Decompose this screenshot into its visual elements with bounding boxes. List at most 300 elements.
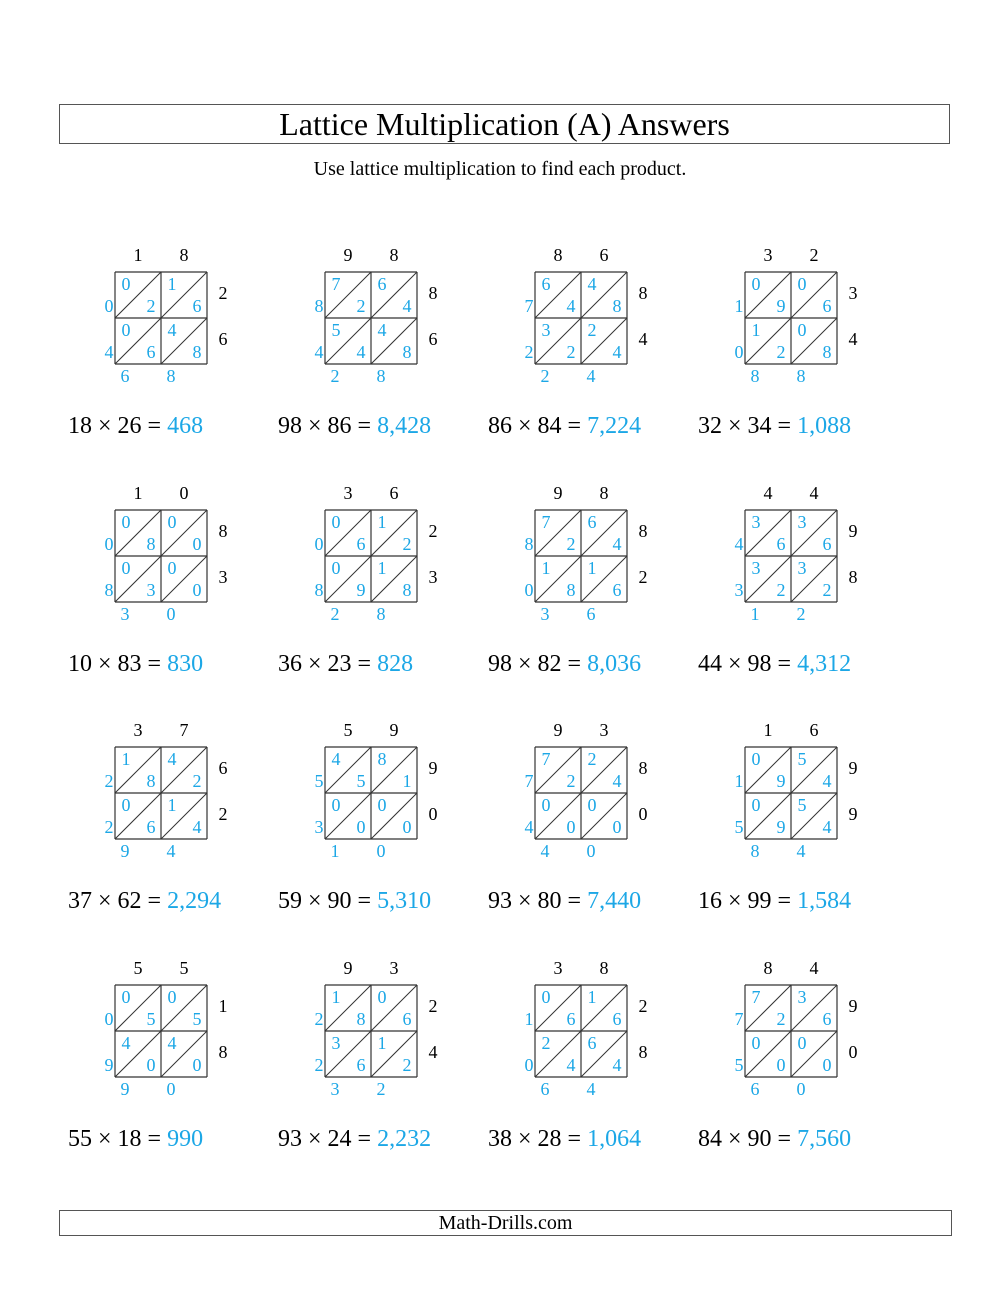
equation xyxy=(68,413,203,440)
result-digit-bottom: 4 xyxy=(586,366,596,386)
cell-tens-digit: 0 xyxy=(587,795,597,815)
cell-ones-digit: 0 xyxy=(192,534,202,554)
equation-answer: 828 xyxy=(377,651,414,677)
cell-ones-digit: 2 xyxy=(776,580,786,600)
cell-ones-digit: 4 xyxy=(192,817,202,837)
multiplicand-digit: 8 xyxy=(179,245,189,265)
lattice-grid xyxy=(488,715,698,915)
cell-ones-digit: 8 xyxy=(402,580,412,600)
multiplicand-digit: 3 xyxy=(343,483,353,503)
result-digit-left: 2 xyxy=(524,342,534,362)
result-digit-bottom: 2 xyxy=(330,604,340,624)
lattice-lines xyxy=(698,715,908,915)
multiplicand-digit: 4 xyxy=(809,483,819,503)
lattice-lines xyxy=(488,478,698,678)
lattice-problem xyxy=(278,478,488,698)
result-digit-bottom: 8 xyxy=(796,366,806,386)
instructions: Use lattice multiplication to find each product. xyxy=(313,158,687,180)
equation-expression: 86 × 84 = xyxy=(488,413,588,439)
cell-tens-digit: 1 xyxy=(167,274,177,294)
equation xyxy=(488,413,641,440)
result-digit-left: 0 xyxy=(104,534,114,554)
equation-expression: 98 × 82 = xyxy=(488,651,588,677)
cell-ones-digit: 2 xyxy=(402,534,412,554)
cell-ones-digit: 6 xyxy=(822,1009,832,1029)
result-digit-bottom: 0 xyxy=(586,841,596,861)
lattice-grid xyxy=(68,715,278,915)
multiplicand-digit: 8 xyxy=(389,245,399,265)
result-digit-left: 4 xyxy=(734,534,744,554)
equation xyxy=(68,888,221,915)
equation-expression: 93 × 80 = xyxy=(488,888,588,914)
result-digit-left: 2 xyxy=(104,817,114,837)
result-digit-left: 2 xyxy=(314,1009,324,1029)
result-digit-left: 5 xyxy=(734,817,744,837)
cell-ones-digit: 4 xyxy=(612,771,622,791)
multiplicand-digit: 7 xyxy=(179,720,189,740)
multiplier-digit: 8 xyxy=(848,567,858,587)
lattice-grid xyxy=(488,240,698,440)
multiplicand-digit: 3 xyxy=(599,720,609,740)
result-digit-bottom: 4 xyxy=(540,841,550,861)
equation xyxy=(488,888,641,915)
cell-ones-digit: 4 xyxy=(566,1055,576,1075)
cell-tens-digit: 4 xyxy=(331,749,341,769)
result-digit-left: 8 xyxy=(524,534,534,554)
equation-expression: 59 × 90 = xyxy=(278,888,378,914)
result-digit-bottom: 6 xyxy=(750,1079,760,1099)
equation xyxy=(698,1126,851,1153)
equation-answer: 1,064 xyxy=(587,1126,642,1152)
cell-tens-digit: 0 xyxy=(541,795,551,815)
cell-tens-digit: 4 xyxy=(121,1033,131,1053)
lattice-grid xyxy=(278,478,488,678)
cell-ones-digit: 6 xyxy=(566,1009,576,1029)
cell-ones-digit: 2 xyxy=(402,1055,412,1075)
cell-ones-digit: 9 xyxy=(776,771,786,791)
cell-tens-digit: 0 xyxy=(121,795,131,815)
multiplier-digit: 4 xyxy=(638,329,648,349)
cell-tens-digit: 0 xyxy=(121,987,131,1007)
cell-tens-digit: 0 xyxy=(751,274,761,294)
equation-answer: 8,036 xyxy=(587,651,642,677)
cell-tens-digit: 1 xyxy=(331,987,341,1007)
result-digit-bottom: 8 xyxy=(376,366,386,386)
multiplicand-digit: 4 xyxy=(763,483,773,503)
multiplicand-digit: 1 xyxy=(133,483,143,503)
cell-tens-digit: 7 xyxy=(541,512,551,532)
multiplier-digit: 3 xyxy=(218,567,228,587)
cell-tens-digit: 0 xyxy=(751,795,761,815)
cell-tens-digit: 1 xyxy=(377,512,387,532)
lattice-problem xyxy=(278,715,488,935)
lattice-lines xyxy=(278,715,488,915)
cell-ones-digit: 8 xyxy=(822,342,832,362)
multiplier-digit: 2 xyxy=(638,996,648,1016)
cell-ones-digit: 2 xyxy=(566,342,576,362)
result-digit-bottom: 0 xyxy=(796,1079,806,1099)
equation-answer: 7,560 xyxy=(797,1126,852,1152)
equation-expression: 36 × 23 = xyxy=(278,651,378,677)
cell-tens-digit: 0 xyxy=(331,512,341,532)
result-digit-left: 2 xyxy=(104,771,114,791)
equation-answer: 2,232 xyxy=(377,1126,432,1152)
lattice-grid xyxy=(278,240,488,440)
cell-ones-digit: 4 xyxy=(612,1055,622,1075)
cell-ones-digit: 4 xyxy=(402,296,412,316)
cell-tens-digit: 0 xyxy=(797,1033,807,1053)
result-digit-left: 5 xyxy=(314,771,324,791)
result-digit-bottom: 9 xyxy=(120,1079,130,1099)
cell-tens-digit: 5 xyxy=(797,749,807,769)
equation-expression: 44 × 98 = xyxy=(698,651,798,677)
cell-tens-digit: 8 xyxy=(377,749,387,769)
multiplier-digit: 2 xyxy=(218,283,228,303)
cell-tens-digit: 1 xyxy=(167,795,177,815)
cell-ones-digit: 8 xyxy=(566,580,576,600)
multiplicand-digit: 2 xyxy=(809,245,819,265)
equation xyxy=(488,651,641,678)
result-digit-left: 1 xyxy=(734,771,744,791)
result-digit-bottom: 1 xyxy=(750,604,760,624)
cell-ones-digit: 0 xyxy=(822,1055,832,1075)
cell-ones-digit: 4 xyxy=(566,296,576,316)
equation xyxy=(278,1126,431,1153)
equation-answer: 830 xyxy=(167,651,204,677)
equation xyxy=(68,651,203,678)
multiplicand-digit: 8 xyxy=(553,245,563,265)
lattice-lines xyxy=(278,953,488,1153)
equation-expression: 38 × 28 = xyxy=(488,1126,588,1152)
result-digit-left: 0 xyxy=(524,580,534,600)
cell-tens-digit: 6 xyxy=(377,274,387,294)
cell-ones-digit: 6 xyxy=(192,296,202,316)
result-digit-bottom: 6 xyxy=(120,366,130,386)
result-digit-left: 2 xyxy=(314,1055,324,1075)
cell-ones-digit: 9 xyxy=(776,817,786,837)
lattice-problem xyxy=(68,953,278,1173)
multiplier-digit: 8 xyxy=(638,283,648,303)
lattice-problem xyxy=(68,715,278,935)
cell-ones-digit: 4 xyxy=(356,342,366,362)
cell-ones-digit: 6 xyxy=(822,296,832,316)
result-digit-bottom: 2 xyxy=(330,366,340,386)
result-digit-bottom: 3 xyxy=(120,604,130,624)
multiplicand-digit: 5 xyxy=(343,720,353,740)
lattice-problem xyxy=(488,953,698,1173)
cell-tens-digit: 1 xyxy=(377,1033,387,1053)
equation-answer: 4,312 xyxy=(797,651,852,677)
cell-tens-digit: 4 xyxy=(167,1033,177,1053)
cell-tens-digit: 5 xyxy=(331,320,341,340)
cell-ones-digit: 6 xyxy=(356,534,366,554)
cell-ones-digit: 2 xyxy=(566,534,576,554)
result-digit-left: 7 xyxy=(524,771,534,791)
lattice-problem xyxy=(278,240,488,460)
cell-tens-digit: 3 xyxy=(797,558,807,578)
equation xyxy=(68,1126,203,1153)
multiplier-digit: 0 xyxy=(638,804,648,824)
cell-tens-digit: 0 xyxy=(121,320,131,340)
multiplier-digit: 8 xyxy=(428,283,438,303)
result-digit-left: 0 xyxy=(524,1055,534,1075)
equation-expression: 84 × 90 = xyxy=(698,1126,798,1152)
cell-ones-digit: 1 xyxy=(402,771,412,791)
cell-ones-digit: 2 xyxy=(146,296,156,316)
result-digit-left: 0 xyxy=(104,1009,114,1029)
cell-tens-digit: 3 xyxy=(751,512,761,532)
multiplicand-digit: 1 xyxy=(133,245,143,265)
lattice-problem xyxy=(488,240,698,460)
cell-ones-digit: 6 xyxy=(612,1009,622,1029)
equation-answer: 468 xyxy=(167,413,204,439)
result-digit-bottom: 0 xyxy=(166,604,176,624)
result-digit-bottom: 1 xyxy=(330,841,340,861)
multiplicand-digit: 1 xyxy=(763,720,773,740)
result-digit-bottom: 2 xyxy=(376,1079,386,1099)
multiplier-digit: 0 xyxy=(848,1042,858,1062)
lattice-problem xyxy=(68,240,278,460)
lattice-lines xyxy=(68,953,278,1153)
multiplier-digit: 9 xyxy=(848,758,858,778)
equation-expression: 98 × 86 = xyxy=(278,413,378,439)
lattice-problem xyxy=(698,240,908,460)
result-digit-left: 7 xyxy=(524,296,534,316)
equation-expression: 55 × 18 = xyxy=(68,1126,168,1152)
lattice-problem xyxy=(698,715,908,935)
cell-ones-digit: 3 xyxy=(146,580,156,600)
cell-ones-digit: 6 xyxy=(356,1055,366,1075)
equation-answer: 8,428 xyxy=(377,413,432,439)
multiplicand-digit: 9 xyxy=(389,720,399,740)
cell-tens-digit: 5 xyxy=(797,795,807,815)
lattice-grid xyxy=(68,478,278,678)
multiplier-digit: 9 xyxy=(848,996,858,1016)
cell-ones-digit: 5 xyxy=(192,1009,202,1029)
footer-site-name: Math-Drills.com xyxy=(59,1210,952,1236)
result-digit-left: 8 xyxy=(104,580,114,600)
equation-expression: 18 × 26 = xyxy=(68,413,168,439)
lattice-lines xyxy=(68,715,278,915)
cell-tens-digit: 0 xyxy=(121,274,131,294)
lattice-lines xyxy=(698,953,908,1153)
lattice-grid xyxy=(698,953,908,1153)
lattice-lines xyxy=(488,715,698,915)
cell-tens-digit: 7 xyxy=(751,987,761,1007)
lattice-grid xyxy=(278,715,488,915)
multiplier-digit: 8 xyxy=(638,521,648,541)
result-digit-bottom: 3 xyxy=(330,1079,340,1099)
lattice-lines xyxy=(278,240,488,440)
multiplier-digit: 1 xyxy=(218,996,228,1016)
result-digit-left: 1 xyxy=(524,1009,534,1029)
cell-tens-digit: 6 xyxy=(587,1033,597,1053)
multiplier-digit: 3 xyxy=(428,567,438,587)
multiplier-digit: 2 xyxy=(638,567,648,587)
cell-ones-digit: 0 xyxy=(192,1055,202,1075)
equation-answer: 2,294 xyxy=(167,888,222,914)
result-digit-bottom: 8 xyxy=(166,366,176,386)
cell-tens-digit: 0 xyxy=(377,987,387,1007)
equation-expression: 16 × 99 = xyxy=(698,888,798,914)
cell-tens-digit: 1 xyxy=(751,320,761,340)
lattice-lines xyxy=(488,953,698,1153)
result-digit-left: 8 xyxy=(314,580,324,600)
result-digit-left: 1 xyxy=(734,296,744,316)
result-digit-bottom: 9 xyxy=(120,841,130,861)
cell-tens-digit: 0 xyxy=(121,512,131,532)
result-digit-bottom: 4 xyxy=(586,1079,596,1099)
cell-ones-digit: 0 xyxy=(192,580,202,600)
cell-ones-digit: 0 xyxy=(146,1055,156,1075)
lattice-grid xyxy=(68,953,278,1153)
multiplier-digit: 6 xyxy=(218,758,228,778)
result-digit-bottom: 0 xyxy=(166,1079,176,1099)
result-digit-left: 5 xyxy=(734,1055,744,1075)
result-digit-bottom: 8 xyxy=(750,841,760,861)
cell-tens-digit: 2 xyxy=(587,320,597,340)
cell-tens-digit: 0 xyxy=(167,987,177,1007)
lattice-problem xyxy=(488,715,698,935)
cell-tens-digit: 0 xyxy=(751,749,761,769)
cell-ones-digit: 0 xyxy=(566,817,576,837)
multiplicand-digit: 4 xyxy=(809,958,819,978)
result-digit-left: 3 xyxy=(314,817,324,837)
equation xyxy=(698,413,851,440)
cell-tens-digit: 3 xyxy=(751,558,761,578)
result-digit-bottom: 0 xyxy=(376,841,386,861)
lattice-lines xyxy=(488,240,698,440)
cell-tens-digit: 0 xyxy=(377,795,387,815)
multiplicand-digit: 6 xyxy=(599,245,609,265)
lattice-problem xyxy=(488,478,698,698)
multiplicand-digit: 8 xyxy=(599,483,609,503)
cell-ones-digit: 4 xyxy=(822,771,832,791)
result-digit-bottom: 6 xyxy=(586,604,596,624)
lattice-grid xyxy=(488,953,698,1153)
lattice-grid xyxy=(698,240,908,440)
equation-answer: 990 xyxy=(167,1126,204,1152)
multiplier-digit: 9 xyxy=(428,758,438,778)
equation-answer: 1,088 xyxy=(797,413,852,439)
result-digit-left: 4 xyxy=(104,342,114,362)
cell-tens-digit: 0 xyxy=(797,274,807,294)
cell-ones-digit: 9 xyxy=(776,296,786,316)
cell-tens-digit: 3 xyxy=(797,512,807,532)
result-digit-bottom: 2 xyxy=(540,366,550,386)
cell-tens-digit: 0 xyxy=(167,512,177,532)
result-digit-left: 7 xyxy=(734,1009,744,1029)
equation xyxy=(488,1126,641,1153)
multiplicand-digit: 3 xyxy=(553,958,563,978)
cell-ones-digit: 4 xyxy=(612,534,622,554)
cell-ones-digit: 6 xyxy=(146,342,156,362)
lattice-grid xyxy=(698,478,908,678)
result-digit-left: 9 xyxy=(104,1055,114,1075)
multiplier-digit: 0 xyxy=(428,804,438,824)
cell-tens-digit: 0 xyxy=(331,795,341,815)
equation-answer: 5,310 xyxy=(377,888,432,914)
result-digit-bottom: 4 xyxy=(166,841,176,861)
cell-tens-digit: 3 xyxy=(797,987,807,1007)
multiplier-digit: 6 xyxy=(218,329,228,349)
lattice-problem xyxy=(278,953,488,1173)
cell-ones-digit: 8 xyxy=(612,296,622,316)
cell-ones-digit: 2 xyxy=(776,342,786,362)
lattice-problem xyxy=(698,478,908,698)
result-digit-left: 8 xyxy=(314,296,324,316)
lattice-lines xyxy=(698,478,908,678)
cell-ones-digit: 4 xyxy=(612,342,622,362)
cell-tens-digit: 1 xyxy=(541,558,551,578)
lattice-grid xyxy=(698,715,908,915)
multiplier-digit: 3 xyxy=(848,283,858,303)
multiplicand-digit: 9 xyxy=(343,958,353,978)
cell-ones-digit: 2 xyxy=(822,580,832,600)
result-digit-bottom: 4 xyxy=(796,841,806,861)
equation xyxy=(698,651,851,678)
cell-ones-digit: 0 xyxy=(356,817,366,837)
cell-ones-digit: 8 xyxy=(146,771,156,791)
cell-ones-digit: 8 xyxy=(146,534,156,554)
cell-ones-digit: 2 xyxy=(566,771,576,791)
cell-ones-digit: 8 xyxy=(192,342,202,362)
multiplicand-digit: 9 xyxy=(553,720,563,740)
cell-tens-digit: 4 xyxy=(167,749,177,769)
multiplicand-digit: 9 xyxy=(553,483,563,503)
equation-answer: 7,440 xyxy=(587,888,642,914)
lattice-lines xyxy=(698,240,908,440)
cell-ones-digit: 6 xyxy=(776,534,786,554)
equation-expression: 37 × 62 = xyxy=(68,888,168,914)
lattice-lines xyxy=(68,240,278,440)
result-digit-left: 3 xyxy=(734,580,744,600)
result-digit-bottom: 6 xyxy=(540,1079,550,1099)
cell-tens-digit: 2 xyxy=(541,1033,551,1053)
cell-ones-digit: 8 xyxy=(402,342,412,362)
multiplier-digit: 8 xyxy=(218,1042,228,1062)
multiplicand-digit: 6 xyxy=(809,720,819,740)
cell-tens-digit: 1 xyxy=(121,749,131,769)
cell-tens-digit: 6 xyxy=(541,274,551,294)
cell-tens-digit: 4 xyxy=(377,320,387,340)
cell-ones-digit: 8 xyxy=(356,1009,366,1029)
result-digit-bottom: 2 xyxy=(796,604,806,624)
multiplicand-digit: 3 xyxy=(389,958,399,978)
cell-ones-digit: 2 xyxy=(776,1009,786,1029)
multiplier-digit: 9 xyxy=(848,521,858,541)
cell-ones-digit: 4 xyxy=(822,817,832,837)
result-digit-left: 0 xyxy=(734,342,744,362)
lattice-lines xyxy=(278,478,488,678)
cell-tens-digit: 1 xyxy=(377,558,387,578)
cell-ones-digit: 9 xyxy=(356,580,366,600)
multiplier-digit: 4 xyxy=(428,1042,438,1062)
cell-tens-digit: 3 xyxy=(331,1033,341,1053)
equation xyxy=(278,413,431,440)
cell-tens-digit: 2 xyxy=(587,749,597,769)
cell-ones-digit: 2 xyxy=(356,296,366,316)
result-digit-left: 0 xyxy=(314,534,324,554)
equation xyxy=(278,651,413,678)
result-digit-bottom: 3 xyxy=(540,604,550,624)
cell-tens-digit: 0 xyxy=(331,558,341,578)
multiplicand-digit: 9 xyxy=(343,245,353,265)
lattice-problem xyxy=(68,478,278,698)
multiplicand-digit: 6 xyxy=(389,483,399,503)
cell-ones-digit: 6 xyxy=(146,817,156,837)
equation-expression: 32 × 34 = xyxy=(698,413,798,439)
